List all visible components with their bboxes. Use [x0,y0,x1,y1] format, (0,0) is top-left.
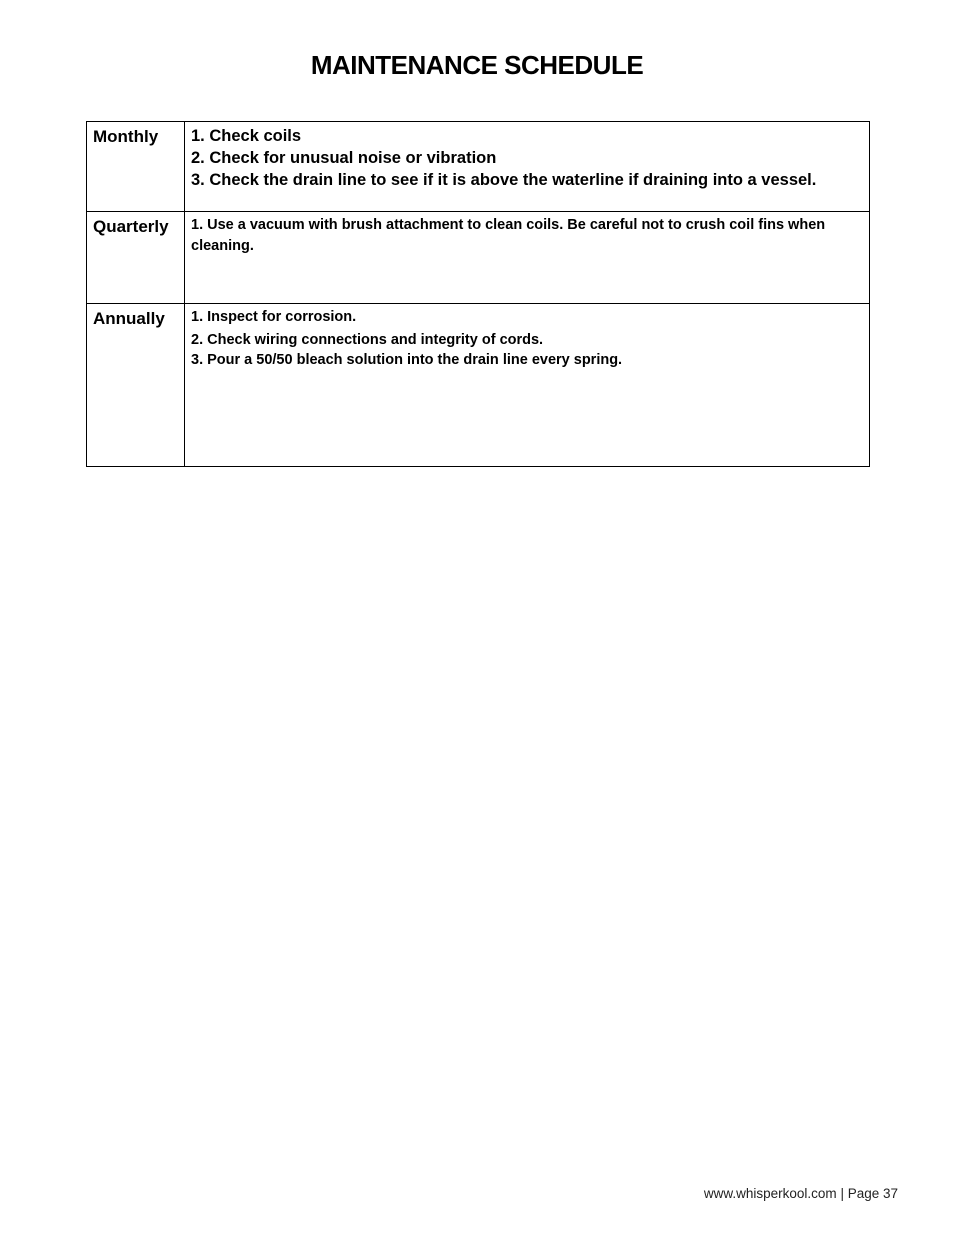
tasks-cell [185,122,870,212]
frequency-cell [87,122,185,212]
tasks-cell [185,304,870,467]
task-list [185,212,869,257]
table-row [87,212,870,304]
task-list [185,122,869,191]
frequency-cell [87,304,185,467]
frequency-cell [87,212,185,304]
page-title: MAINTENANCE SCHEDULE [310,50,644,80]
task-item: 1. Use a vacuum with brush attachment to clean coils. Be careful not to crush coil fins when cleaning. [191,217,826,254]
task-item: 3. Check the drain line to see if it is above the waterline if draining into a vessel. [191,171,817,189]
table-row [87,304,870,467]
page-footer [704,1186,898,1201]
tasks-cell [185,212,870,304]
task-list [185,304,869,370]
frequency-label: Monthly [93,127,159,146]
maintenance-schedule-table [86,121,870,467]
table-row [87,122,870,212]
website-link[interactable]: www.whisperkool.com [703,1186,837,1201]
task-item: 2. Check for unusual noise or vibration [191,149,497,167]
task-item: 2. Check wiring connections and integrity of cords. [191,332,544,348]
page-number: Page 37 [847,1186,898,1201]
frequency-label: Quarterly [93,217,169,236]
frequency-label: Annually [93,309,165,328]
task-item: 1. Inspect for corrosion. [191,309,357,325]
task-item: 1. Check coils [191,127,302,145]
task-item: 3. Pour a 50/50 bleach solution into the drain line every spring. [191,352,623,368]
footer-separator: | [836,1186,848,1201]
